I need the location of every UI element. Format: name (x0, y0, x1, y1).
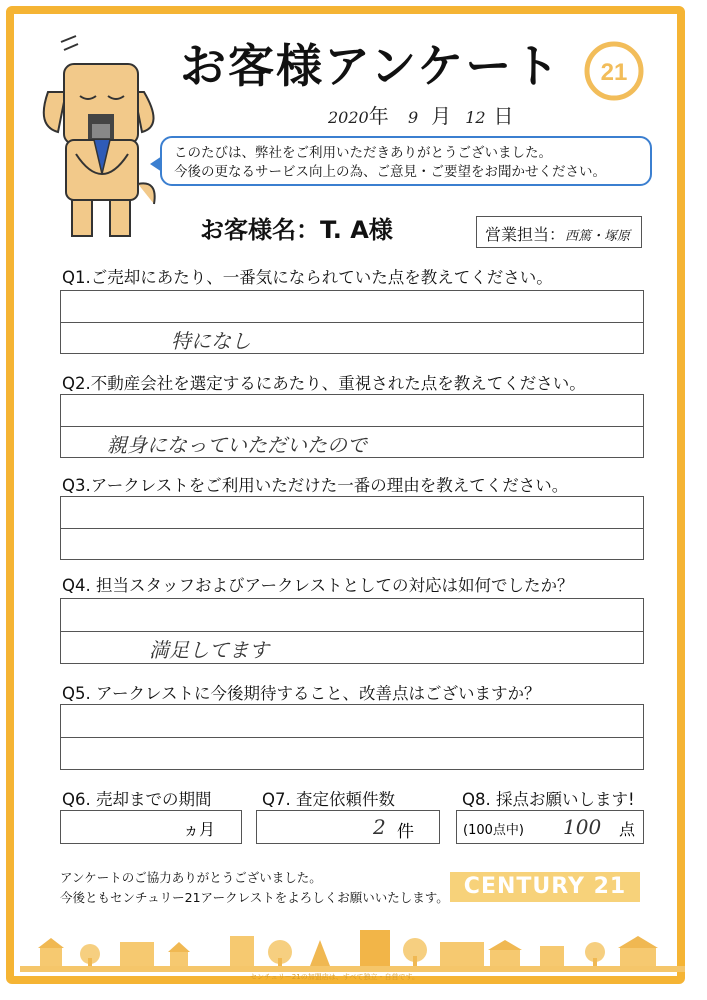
q6-unit: ヵ月 (182, 820, 215, 839)
question-3: Q3.アークレストをご利用いただけた一番の理由を教えてください。 (62, 476, 569, 495)
page-title: お客様アンケート (180, 39, 562, 93)
answer-box-4 (60, 598, 644, 664)
footer-message (60, 868, 449, 908)
answer-box-2 (60, 394, 644, 458)
date-year-unit: 年 (368, 104, 389, 128)
q6-box (60, 810, 242, 844)
q7-box (256, 810, 440, 844)
date-day-unit: 日 (493, 104, 514, 128)
staff-box (476, 216, 642, 248)
intro-line-2: 今後の更なるサービス向上の為、ご意見・ご要望をお聞かせください。 (174, 164, 606, 180)
century21-logo (583, 40, 645, 102)
intro-speech-bubble (160, 136, 652, 186)
q6-label: Q6. 売却までの期間 (62, 790, 212, 809)
date-month-unit: 月 (431, 104, 452, 128)
intro-line-1: このたびは、弊社をご利用いただきありがとうございました。 (174, 145, 552, 161)
footer-line-1: アンケートのご協力ありがとうございました。 (60, 870, 322, 885)
date-day: 12 (465, 108, 486, 127)
q8-label: Q8. 採点お願いします! (462, 790, 635, 809)
answer-1-text: 特になし (171, 329, 251, 353)
survey-date (328, 100, 513, 129)
answer-box-1 (60, 290, 644, 354)
question-2: Q2.不動産会社を選定するにあたり、重視された点を教えてください。 (62, 374, 586, 393)
footer-line-2: 今後ともセンチュリー21アークレストをよろしくお願いいたします。 (60, 890, 449, 905)
question-5: Q5. アークレストに今後期待すること、改善点はございますか？ (62, 684, 541, 703)
question-4: Q4. 担当スタッフおよびアークレストとしての対応は如何でしたか？ (62, 576, 574, 595)
customer-name: お客様名：T. A様 (200, 216, 393, 244)
q8-value: 100 (563, 815, 602, 839)
logo-text: 21 (600, 59, 628, 86)
q7-unit: 件 (397, 822, 414, 842)
franchise-notice: センチュリー21の加盟店は、すべて独立・自営です。 (250, 973, 419, 981)
answer-box-5 (60, 704, 644, 770)
century21-banner: CENTURY 21 (450, 872, 640, 902)
staff-name: 西篤・塚原 (565, 229, 631, 244)
answer-4-text: 満足してます (149, 638, 269, 662)
question-1: Q1.ご売却にあたり、一番気になられていた点を教えてください。 (62, 268, 553, 287)
dog-mascot-illustration (36, 34, 166, 244)
q7-label: Q7. 査定依頼件数 (262, 790, 395, 809)
q8-box (456, 810, 644, 844)
q7-value: 2 (373, 815, 386, 839)
date-year: 2020 (328, 108, 369, 127)
date-month: 9 (407, 108, 419, 127)
answer-box-3 (60, 496, 644, 560)
town-skyline-illustration (20, 928, 685, 972)
q8-prefix: (100点中) (463, 823, 524, 838)
answer-2-text: 親身になっていただいたので (107, 433, 367, 457)
q8-unit: 点 (619, 820, 636, 839)
staff-label: 営業担当： (485, 225, 566, 244)
